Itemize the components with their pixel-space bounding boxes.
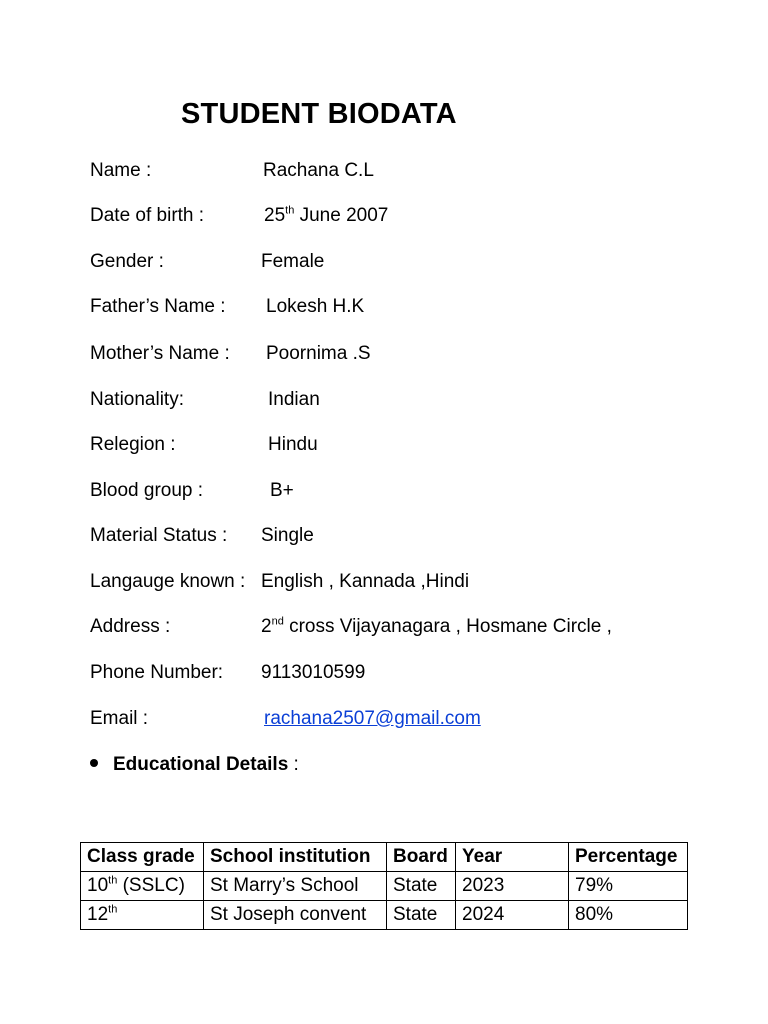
father-value: Lokesh H.K <box>266 296 365 317</box>
address-num-suffix: nd <box>271 615 284 628</box>
email-label: Email : <box>90 708 149 729</box>
dob-day-suffix: th <box>285 204 295 217</box>
cell-board: State <box>387 901 456 930</box>
dob-label: Date of birth : <box>90 205 205 226</box>
cell-percentage: 79% <box>569 872 688 901</box>
languages-label: Langauge known : <box>90 571 246 592</box>
marital-status-value: Single <box>261 525 314 546</box>
class-num: 12 <box>87 904 109 925</box>
address-num: 2 <box>261 616 272 637</box>
education-table <box>80 842 688 930</box>
dob-rest: June 2007 <box>294 205 389 226</box>
class-rest: (SSLC) <box>117 875 185 896</box>
page-title: STUDENT BIODATA <box>181 98 457 130</box>
dob-value <box>264 204 388 228</box>
blood-group-value: B+ <box>270 480 294 501</box>
address-rest: cross Vijayanagara , Hosmane Circle , <box>283 616 612 637</box>
mother-value: Poornima .S <box>266 343 371 364</box>
cell-percentage: 80% <box>569 901 688 930</box>
table-header-row <box>81 843 688 872</box>
blood-group-label: Blood group : <box>90 480 204 501</box>
cell-school: St Joseph convent <box>204 901 387 930</box>
column-header-year: Year <box>456 843 569 872</box>
religion-value: Hindu <box>268 434 318 455</box>
marital-status-label: Material Status : <box>90 525 228 546</box>
phone-label: Phone Number: <box>90 662 224 683</box>
educational-details-label: Educational Details <box>113 754 289 775</box>
educational-details-colon: : <box>288 754 299 775</box>
cell-board: State <box>387 872 456 901</box>
religion-label: Relegion : <box>90 434 176 455</box>
class-suffix: th <box>108 903 118 916</box>
nationality-value: Indian <box>268 389 320 410</box>
cell-year: 2024 <box>456 901 569 930</box>
cell-class-grade <box>81 872 204 901</box>
mother-label: Mother’s Name : <box>90 343 230 364</box>
name-label: Name : <box>90 160 152 181</box>
gender-label: Gender : <box>90 251 164 272</box>
column-header-board: Board <box>387 843 456 872</box>
address-value <box>261 615 612 639</box>
address-label: Address : <box>90 616 171 637</box>
name-value: Rachana C.L <box>263 160 374 181</box>
nationality-label: Nationality: <box>90 389 184 410</box>
class-suffix: th <box>108 874 118 887</box>
cell-class-grade <box>81 901 204 930</box>
table-row <box>81 872 688 901</box>
cell-school: St Marry’s School <box>204 872 387 901</box>
dob-day: 25 <box>264 205 286 226</box>
gender-value: Female <box>261 251 325 272</box>
bullet-icon <box>90 759 98 767</box>
phone-value: 9113010599 <box>261 662 366 683</box>
column-header-class-grade: Class grade <box>81 843 204 872</box>
languages-value: English , Kannada ,Hindi <box>261 571 470 592</box>
column-header-school: School institution <box>204 843 387 872</box>
email-link[interactable]: rachana2507@gmail.com <box>264 708 481 729</box>
educational-details-heading <box>90 753 299 777</box>
father-label: Father’s Name : <box>90 296 226 317</box>
table-row <box>81 901 688 930</box>
column-header-percentage: Percentage <box>569 843 688 872</box>
class-num: 10 <box>87 875 109 896</box>
cell-year: 2023 <box>456 872 569 901</box>
